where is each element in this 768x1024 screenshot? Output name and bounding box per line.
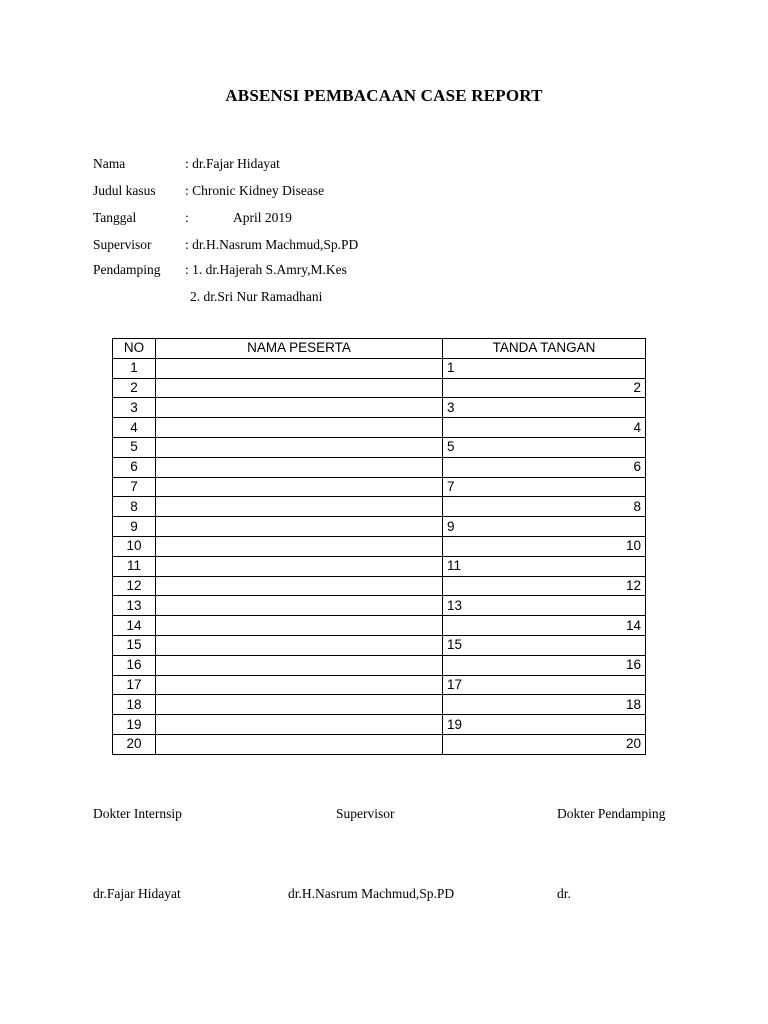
row-nama-peserta[interactable]: [156, 616, 443, 636]
row-no: 14: [113, 616, 156, 636]
table-row: [113, 576, 646, 596]
row-no: 17: [113, 675, 156, 695]
row-no: 5: [113, 437, 156, 457]
info-label-tanggal: Tanggal: [93, 210, 137, 225]
row-nama-peserta[interactable]: [156, 517, 443, 537]
table-row: [113, 358, 646, 378]
info-value-supervisor: : dr.H.Nasrum Machmud,Sp.PD: [185, 237, 359, 252]
row-tanda-tangan[interactable]: 9: [443, 517, 646, 537]
row-tanda-tangan[interactable]: 11: [443, 556, 646, 576]
row-no: 12: [113, 576, 156, 596]
row-no: 11: [113, 556, 156, 576]
row-tanda-tangan[interactable]: 13: [443, 596, 646, 616]
table-row: [113, 457, 646, 477]
signature-role-pendamping: Dokter Pendamping: [557, 806, 666, 821]
row-nama-peserta[interactable]: [156, 734, 443, 754]
signature-name-pendamping: dr.: [557, 886, 571, 901]
signature-name-intern: dr.Fajar Hidayat: [93, 886, 181, 901]
row-nama-peserta[interactable]: [156, 398, 443, 418]
info-value-judul-kasus: : Chronic Kidney Disease: [185, 183, 325, 198]
info-value-nama: : dr.Fajar Hidayat: [185, 156, 280, 171]
table-row: [113, 635, 646, 655]
table-row: [113, 734, 646, 754]
row-nama-peserta[interactable]: [156, 358, 443, 378]
row-no: 20: [113, 734, 156, 754]
table-row: [113, 398, 646, 418]
row-nama-peserta[interactable]: [156, 715, 443, 735]
row-tanda-tangan[interactable]: 18: [443, 695, 646, 715]
row-tanda-tangan[interactable]: 1: [443, 358, 646, 378]
row-no: 19: [113, 715, 156, 735]
row-nama-peserta[interactable]: [156, 655, 443, 675]
table-row: [113, 616, 646, 636]
attendance-table: [112, 338, 646, 755]
row-tanda-tangan[interactable]: 5: [443, 437, 646, 457]
row-tanda-tangan[interactable]: 14: [443, 616, 646, 636]
row-no: 8: [113, 497, 156, 517]
row-tanda-tangan[interactable]: 17: [443, 675, 646, 695]
info-label-pendamping: Pendamping: [93, 262, 161, 277]
attendance-table-body: [113, 358, 646, 754]
row-nama-peserta[interactable]: [156, 437, 443, 457]
row-no: 3: [113, 398, 156, 418]
header-no: NO: [113, 339, 156, 359]
document-title: ABSENSI PEMBACAAN CASE REPORT: [225, 86, 543, 105]
row-tanda-tangan[interactable]: 2: [443, 378, 646, 398]
info-label-supervisor: Supervisor: [93, 237, 152, 252]
row-no: 9: [113, 517, 156, 537]
info-colon-tanggal: :: [185, 210, 189, 225]
row-tanda-tangan[interactable]: 10: [443, 536, 646, 556]
row-nama-peserta[interactable]: [156, 457, 443, 477]
table-row: [113, 715, 646, 735]
row-nama-peserta[interactable]: [156, 695, 443, 715]
info-value-tanggal: April 2019: [233, 210, 292, 225]
row-tanda-tangan[interactable]: 20: [443, 734, 646, 754]
row-nama-peserta[interactable]: [156, 477, 443, 497]
info-label-judul-kasus: Judul kasus: [93, 183, 156, 198]
row-nama-peserta[interactable]: [156, 497, 443, 517]
row-no: 4: [113, 418, 156, 438]
signature-role-supervisor: Supervisor: [336, 806, 395, 821]
table-row: [113, 378, 646, 398]
table-row: [113, 418, 646, 438]
row-nama-peserta[interactable]: [156, 635, 443, 655]
row-no: 10: [113, 536, 156, 556]
row-tanda-tangan[interactable]: 4: [443, 418, 646, 438]
row-nama-peserta[interactable]: [156, 576, 443, 596]
row-tanda-tangan[interactable]: 8: [443, 497, 646, 517]
row-no: 16: [113, 655, 156, 675]
signature-name-supervisor: dr.H.Nasrum Machmud,Sp.PD: [288, 886, 455, 901]
row-no: 1: [113, 358, 156, 378]
row-tanda-tangan[interactable]: 19: [443, 715, 646, 735]
row-no: 6: [113, 457, 156, 477]
row-no: 18: [113, 695, 156, 715]
row-nama-peserta[interactable]: [156, 556, 443, 576]
row-no: 13: [113, 596, 156, 616]
table-row: [113, 477, 646, 497]
row-nama-peserta[interactable]: [156, 596, 443, 616]
signature-role-intern: Dokter Internsip: [93, 806, 182, 821]
table-row: [113, 517, 646, 537]
table-row: [113, 695, 646, 715]
row-tanda-tangan[interactable]: 3: [443, 398, 646, 418]
row-tanda-tangan[interactable]: 6: [443, 457, 646, 477]
header-nama-peserta: NAMA PESERTA: [156, 339, 443, 359]
row-nama-peserta[interactable]: [156, 378, 443, 398]
info-value-pendamping-1: : 1. dr.Hajerah S.Amry,M.Kes: [185, 262, 347, 277]
info-label-nama: Nama: [93, 156, 126, 171]
table-header-row: [113, 339, 646, 359]
table-row: [113, 655, 646, 675]
row-tanda-tangan[interactable]: 16: [443, 655, 646, 675]
row-tanda-tangan[interactable]: 15: [443, 635, 646, 655]
header-tanda-tangan: TANDA TANGAN: [443, 339, 646, 359]
table-row: [113, 536, 646, 556]
row-nama-peserta[interactable]: [156, 536, 443, 556]
row-nama-peserta[interactable]: [156, 418, 443, 438]
table-row: [113, 497, 646, 517]
row-no: 15: [113, 635, 156, 655]
table-row: [113, 675, 646, 695]
table-row: [113, 596, 646, 616]
info-value-pendamping-2: 2. dr.Sri Nur Ramadhani: [190, 289, 323, 304]
row-nama-peserta[interactable]: [156, 675, 443, 695]
row-no: 7: [113, 477, 156, 497]
row-tanda-tangan[interactable]: 12: [443, 576, 646, 596]
table-row: [113, 437, 646, 457]
row-tanda-tangan[interactable]: 7: [443, 477, 646, 497]
row-no: 2: [113, 378, 156, 398]
table-row: [113, 556, 646, 576]
